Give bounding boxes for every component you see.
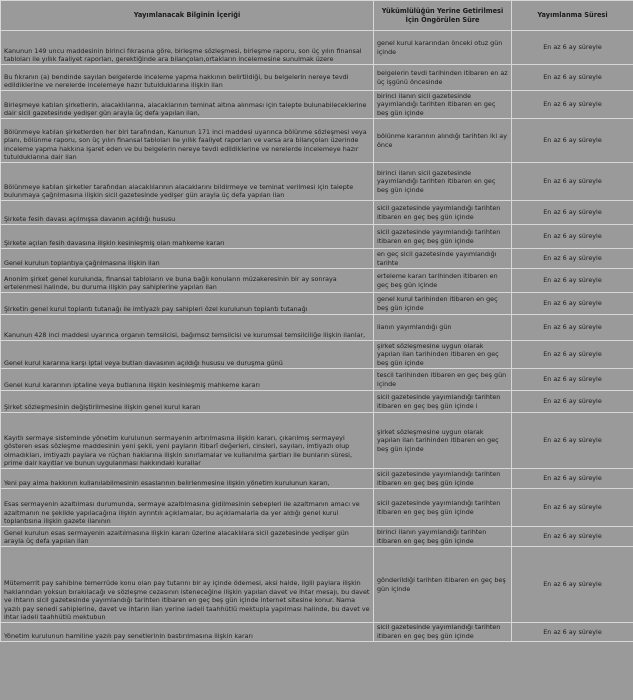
row-duration: En az 6 ay süreyle <box>512 225 633 249</box>
row-content: Bölünmeye katılan şirketler tarafından alacaklılarının alacaklarını bildirmeye ve teminat verilmesi için talepte bulunmaya çağrılmasına ilişkin sicil gazetesinde yedişer gün arayla üç defa yapılan ilan <box>1 163 374 201</box>
row-period: bölünme kararının alındığı tarihten iki ay önce <box>374 119 512 163</box>
row-content: Genel kurulun toplantıya çağrılmasına ilişkin ilan <box>1 249 374 269</box>
table-row <box>1 469 633 489</box>
row-content: Genel kurul kararının iptaline veya butlanına ilişkin kesinleşmiş mahkeme kararı <box>1 369 374 391</box>
table-row <box>1 119 633 163</box>
row-content: Anonim şirket genel kurulunda, finansal tabloların ve buna bağlı konuların müzakeresinin bir ay sonraya ertelenmesi halinde, bu duruma ilişkin pay sahiplerine yapılan ilan <box>1 269 374 293</box>
row-content: Birleşmeye katılan şirketlerin, alacaklılarına, alacaklarının teminat altına alınması için talepte bulunabileceklerine dair sicil gazetesinde yedişer gün arayla üç defa yapılan ilan, <box>1 91 374 119</box>
row-content: Şirketin genel kurul toplantı tutanağı ile imtiyazlı pay sahipleri özel kurulunun toplantı tutanağı <box>1 293 374 315</box>
table-row <box>1 527 633 547</box>
row-duration: En az 6 ay süreyle <box>512 623 633 642</box>
row-duration: En az 6 ay süreyle <box>512 201 633 225</box>
row-period: erteleme kararı tarihinden itibaren en geç beş gün içinde <box>374 269 512 293</box>
table-row <box>1 391 633 413</box>
table-row <box>1 269 633 293</box>
row-content: Genel kurulun esas sermayenin azaltılmasına ilişkin kararı üzerine alacaklılara sicil gazetesinde yedişer gün arayla üç defa yapılan ilan <box>1 527 374 547</box>
row-duration: En az 6 ay süreyle <box>512 341 633 369</box>
row-period: belgelerin tevdi tarihinden itibaren en az üç işgünü öncesinde <box>374 65 512 91</box>
row-content: Şirket sözleşmesinin değiştirilmesine ilişkin genel kurul kararı <box>1 391 374 413</box>
row-content: Bu fıkranın (a) bendinde sayılan belgelerde inceleme yapma hakkının belirtildiği, bu belgelerin nereye tevdi edildiklerine ve nerelerde incelemeye hazır tutulduklarına ilişkin ilan <box>1 65 374 91</box>
row-duration: En az 6 ay süreyle <box>512 91 633 119</box>
row-period: sicil gazetesinde yayımlandığı tarihten itibaren en geç beş gün içinde <box>374 201 512 225</box>
row-period: birinci ilanın sicil gazetesinde yayımlandığı tarihten itibaren en geç beş gün içinde <box>374 163 512 201</box>
row-content: Kanunun 428 inci maddesi uyarınca organın temsilcisi, bağımsız temsilcisi ve kurumsal temsilciliğe ilişkin ilanlar, <box>1 315 374 341</box>
table-row <box>1 225 633 249</box>
row-period: birinci ilanın sicil gazetesinde yayımlandığı tarihten itibaren en geç beş gün içinde <box>374 91 512 119</box>
row-period: birinci ilanın yayımlandığı tarihten itibaren en geç beş gün içinde <box>374 527 512 547</box>
row-period: sicil gazetesinde yayımlandığı tarihten itibaren en geç beş gün içinde <box>374 623 512 642</box>
table-row <box>1 413 633 469</box>
table-row <box>1 65 633 91</box>
row-duration: En az 6 ay süreyle <box>512 293 633 315</box>
row-content: Esas sermayenin azaltılması durumunda, sermaye azaltılmasına gidilmesinin sebepleri ile azaltmanın amacı ve azaltmanın ne şekilde yapılacağına ilişkin ayrıntılı açıklamalar, bu açıklamalarla da yer aldığı genel kurul toplantısına ilişkin gazete ilanının <box>1 489 374 527</box>
row-duration: En az 6 ay süreyle <box>512 391 633 413</box>
row-period: sicil gazetesinde yayımlandığı tarihten itibaren en geç beş gün içinde <box>374 469 512 489</box>
row-duration: En az 6 ay süreyle <box>512 527 633 547</box>
row-period: genel kurul kararından önceki otuz gün içinde <box>374 31 512 65</box>
table-row <box>1 489 633 527</box>
table-row <box>1 341 633 369</box>
row-duration: En az 6 ay süreyle <box>512 163 633 201</box>
row-content: Bölünmeye katılan şirketlerden her biri tarafından, Kanunun 171 inci maddesi uyarınca bölünme sözleşmesi veya planı, bölünme raporu, son üç yılın finansal tabloları ile yıllık faaliyet raporları ve varsa ara bilançoları üzerinde inceleme yapma hakkına işaret eden ve bu belgelerin nereye tevdi edildiklerine ve nerelerde incelemeye hazır tutulduklarına dair ilan <box>1 119 374 163</box>
row-duration: En az 6 ay süreyle <box>512 65 633 91</box>
row-period: sicil gazetesinde yayımlandığı tarihten itibaren en geç beş gün içinde i <box>374 391 512 413</box>
row-period: şirket sözleşmesine uygun olarak yapılan ilan tarihinden itibaren en geç beş gün içinde <box>374 341 512 369</box>
table-row <box>1 201 633 225</box>
row-period: sicil gazetesinde yayımlandığı tarihten itibaren en geç beş gün içinde <box>374 225 512 249</box>
table-row <box>1 547 633 623</box>
row-duration: En az 6 ay süreyle <box>512 119 633 163</box>
table-row <box>1 31 633 65</box>
row-duration: En az 6 ay süreyle <box>512 469 633 489</box>
row-duration: En az 6 ay süreyle <box>512 547 633 623</box>
row-content: Kayıtlı sermaye sisteminde yönetim kurulunun sermayenin artırılmasına ilişkin kararı, çıkarılmış sermayeyi gösteren esas sözleşme maddesinin yeni şekli, yeni payların itibarî değerleri, cinsleri, sayıları, imtiyazlı olup olmadıkları, imtiyazlı paylara ve rüçhan haklarına ilişkin sınırlamalar ve kullanılma şartları ile bunların süresi, prime dair kayıtlar ve bunun uygulanması hakkındaki kurallar <box>1 413 374 469</box>
table-row <box>1 315 633 341</box>
table-row <box>1 91 633 119</box>
table-row <box>1 249 633 269</box>
row-duration: En az 6 ay süreyle <box>512 249 633 269</box>
header-content: Yayımlanacak Bilginin İçeriği <box>1 1 374 31</box>
row-content: Yönetim kurulunun hamiline yazılı pay senetlerinin bastırılmasına ilişkin kararı <box>1 623 374 642</box>
row-content: Mütemerrit pay sahibine temerrüde konu olan pay tutarını bir ay içinde ödemesi, aksi halde, ilgili paylara ilişkin haklarından yoksun bırakılacağı ve sözleşme cezasının isteneceğine ilişkin yapılan davet ve ihtar mesajı, bu davet ve ihtarın sicil gazetesinde yayımlandığı tarihten itibaren en geç beş gün içinde internet sitesine konur. Nama yazılı pay senedi sahiplerine, davet ve ihtarın ilan yerine iadeli taahhütlü mektupla yapılması halinde, bu davet ve ihtar iadeli taahhütlü mektubun <box>1 547 374 623</box>
header-period: Yükümlülüğün Yerine Getirilmesi İçin Öngörülen Süre <box>374 1 512 31</box>
table-row <box>1 369 633 391</box>
row-period: genel kurul tarihinden itibaren en geç beş gün içinde <box>374 293 512 315</box>
row-period: sicil gazetesinde yayımlandığı tarihten itibaren en geç beş gün içinde <box>374 489 512 527</box>
row-content: Yeni pay alma hakkının kullanılabilmesinin esaslarının belirlenmesine ilişkin yönetim kurulunun kararı, <box>1 469 374 489</box>
row-duration: En az 6 ay süreyle <box>512 413 633 469</box>
table-row <box>1 623 633 642</box>
row-content: Kanunun 149 uncu maddesinin birinci fıkrasına göre, birleşme sözleşmesi, birleşme raporu, son üç yılın finansal tabloları ile yıllık faaliyet raporları, gerektiğinde ara bilançoları,ortakların incelemesine sunulmak üzere <box>1 31 374 65</box>
row-content: Şirkete açılan fesih davasına ilişkin kesinleşmiş olan mahkeme kararı <box>1 225 374 249</box>
header-duration: Yayımlanma Süresi <box>512 1 633 31</box>
row-content: Şirkete fesih davası açılmışsa davanın açıldığı hususu <box>1 201 374 225</box>
row-content: Genel kurul kararına karşı iptal veya butlan davasının açıldığı hususu ve duruşma günü <box>1 341 374 369</box>
row-duration: En az 6 ay süreyle <box>512 489 633 527</box>
row-period: gönderildiği tarihten itibaren en geç beş gün içinde <box>374 547 512 623</box>
table-row <box>1 163 633 201</box>
table-row <box>1 293 633 315</box>
row-duration: En az 6 ay süreyle <box>512 31 633 65</box>
row-duration: En az 6 ay süreyle <box>512 269 633 293</box>
row-duration: En az 6 ay süreyle <box>512 369 633 391</box>
row-period: en geç sicil gazetesinde yayımlandığı tarihte <box>374 249 512 269</box>
row-period: ilanın yayımlandığı gün <box>374 315 512 341</box>
row-duration: En az 6 ay süreyle <box>512 315 633 341</box>
table-header-row <box>1 1 633 31</box>
row-period: şirket sözleşmesine uygun olarak yapılan ilan tarihinden itibaren en geç beş gün içinde <box>374 413 512 469</box>
row-period: tescil tarihinden itibaren en geç beş gün içinde <box>374 369 512 391</box>
